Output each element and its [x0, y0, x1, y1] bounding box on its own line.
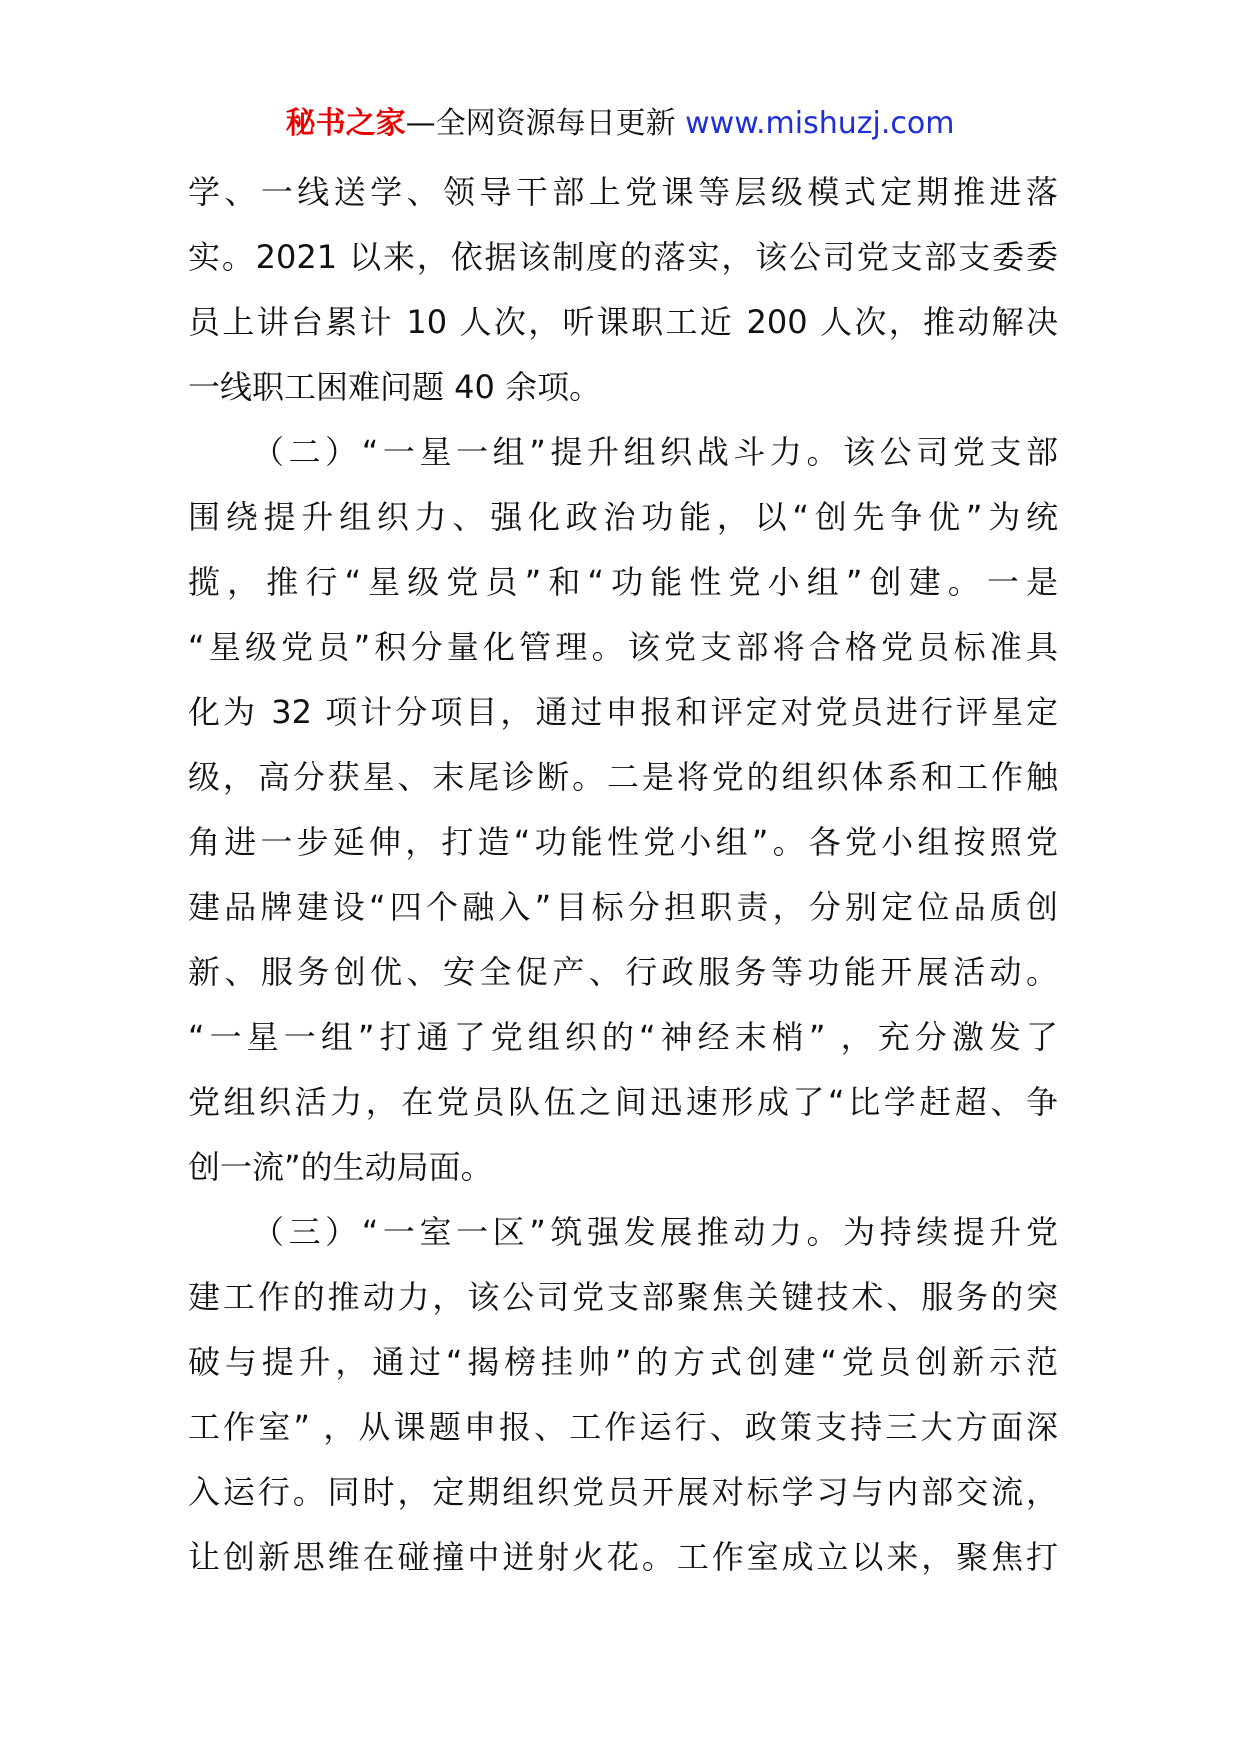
- text-line: 建品牌建设“四个融入”目标分担职责，分别定位品质创: [188, 888, 1058, 926]
- text-line: 实。2021 以来，依据该制度的落实，该公司党支部支委委: [188, 238, 1058, 276]
- text-line: 一线职工困难问题 40 余项。: [188, 368, 602, 406]
- text-line: “一星一组”打通了党组织的“神经末梢” ，充分激发了: [188, 1018, 1058, 1056]
- text-line: 创一流”的生动局面。: [188, 1148, 493, 1186]
- text-line: 建工作的推动力，该公司党支部聚焦关键技术、服务的突: [188, 1278, 1058, 1316]
- page-header: [0, 104, 1240, 144]
- header-url-link[interactable]: www.mishuzj.com: [685, 106, 955, 141]
- text-line: 破与提升，通过“揭榜挂帅”的方式创建“党员创新示范: [188, 1343, 1058, 1381]
- document-body: [188, 160, 1058, 1590]
- brand-name: 秘书之家: [285, 106, 406, 141]
- text-line: “星级党员”积分量化管理。该党支部将合格党员标准具: [188, 628, 1058, 666]
- text-line: 学、一线送学、领导干部上党课等层级模式定期推进落: [188, 173, 1058, 211]
- text-line: 让创新思维在碰撞中迸射火花。工作室成立以来，聚焦打: [188, 1538, 1058, 1576]
- text-line: 工作室” ，从课题申报、工作运行、政策支持三大方面深: [188, 1408, 1058, 1446]
- text-line: 揽，推行“星级党员”和“功能性党小组”创建。一是: [188, 563, 1058, 601]
- text-line: 员上讲台累计 10 人次，听课职工近 200 人次，推动解决: [188, 303, 1058, 341]
- header-slogan: —全网资源每日更新: [405, 106, 686, 141]
- text-line: 入运行。同时，定期组织党员开展对标学习与内部交流，: [188, 1473, 1058, 1511]
- text-line: （三）“一室一区”筑强发展推动力。为持续提升党: [252, 1213, 1058, 1251]
- text-line: 级，高分获星、末尾诊断。二是将党的组织体系和工作触: [188, 758, 1058, 796]
- text-line: （二）“一星一组”提升组织战斗力。该公司党支部: [252, 433, 1058, 471]
- text-line: 党组织活力，在党员队伍之间迅速形成了“比学赶超、争: [188, 1083, 1058, 1121]
- text-line: 围绕提升组织力、强化政治功能，以“创先争优”为统: [188, 498, 1058, 536]
- text-line: 化为 32 项计分项目，通过申报和评定对党员进行评星定: [188, 693, 1058, 731]
- text-line: 角进一步延伸，打造“功能性党小组”。各党小组按照党: [188, 823, 1058, 861]
- text-line: 新、服务创优、安全促产、行政服务等功能开展活动。: [188, 953, 1058, 991]
